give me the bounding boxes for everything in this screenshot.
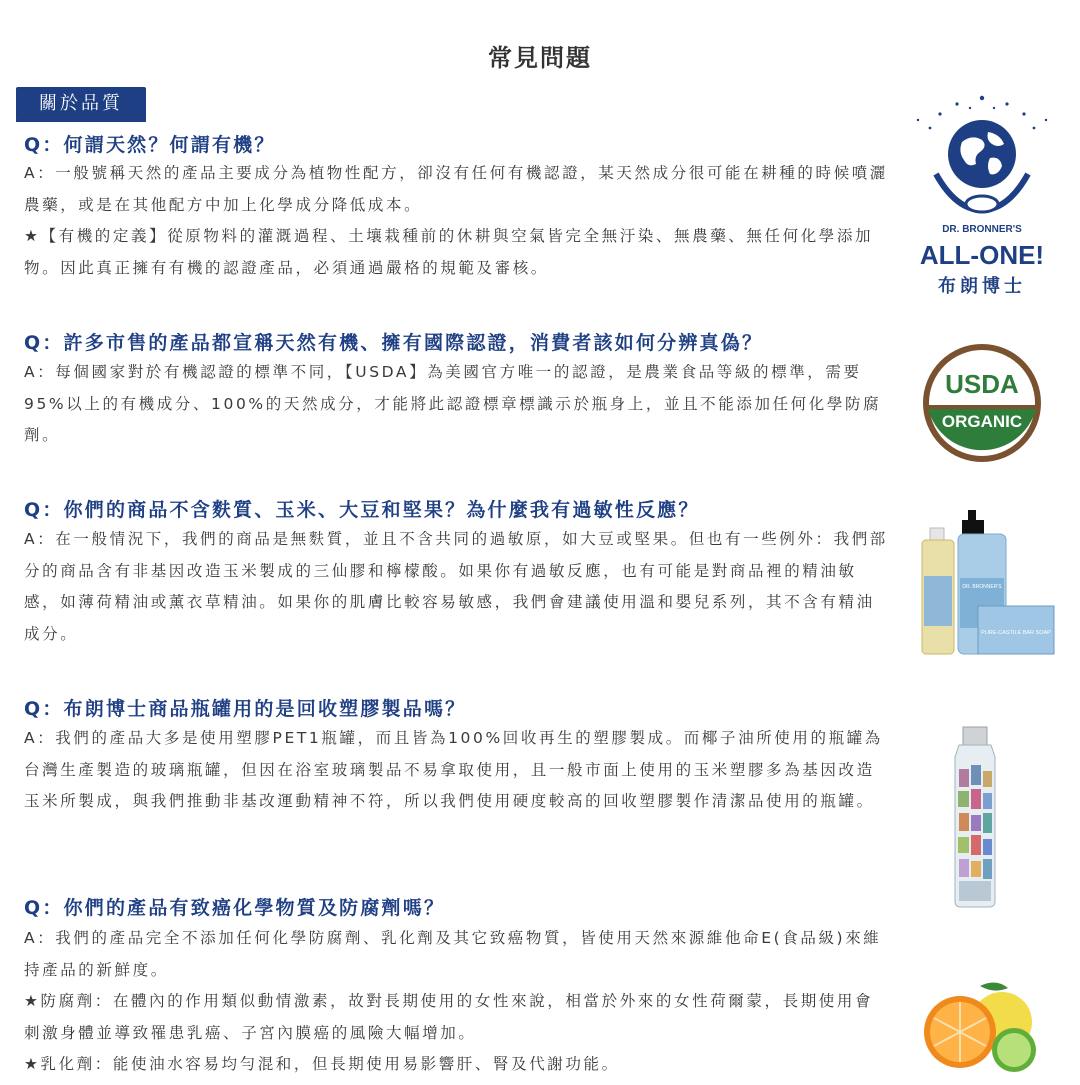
- faq-question-allergy: Q：你們的商品不含麩質、玉米、大豆和堅果？為什麼我有過敏性反應？: [24, 499, 700, 521]
- answer-paragraph: A：每個國家對於有機認證的標準不同，【USDA】為美國官方唯一的認證，是農業食品等級的標準，需要95%以上的有機成分、100%的天然成分，才能將此認證標章標識示於瓶身上，並且不能添加任何化學防腐劑。: [24, 363, 882, 444]
- citrus-fruit-image: [920, 980, 1040, 1075]
- faq-question-carcinogens: Q：你們的產品有致癌化學物質及防腐劑嗎？: [24, 897, 446, 919]
- usda-top-text: USDA: [945, 369, 1019, 399]
- recycled-bottle-image: [945, 725, 1005, 910]
- answer-paragraph: ★防腐劑：在體內的作用類似動情激素，故對長期使用的女性來說，相當於外來的女性荷爾蒙，長期使用會刺激身體並導致罹患乳癌、子宮內膜癌的風險大幅增加。: [24, 992, 874, 1042]
- faq-answer-allergy: [24, 524, 890, 650]
- usda-organic-seal: [922, 343, 1042, 463]
- brand-top-text: DR. BRONNER'S: [942, 224, 1022, 235]
- answer-paragraph: A：我們的產品大多是使用塑膠PET1瓶罐，而且皆為100%回收再生的塑膠製成。而椰子油所使用的瓶罐為台灣生產製造的玻璃瓶罐，但因在浴室玻璃製品不易拿取使用，且一般市面上使用的玉米塑膠多為基因改造玉米所製成，與我們推動非基改運動精神不符，所以我們使用硬度較高的回收塑膠製作清潔品使用的瓶罐。: [24, 729, 883, 810]
- usda-seal-icon: [922, 343, 1042, 463]
- answer-paragraph: A：一般號稱天然的產品主要成分為植物性配方，卻沒有任何有機認證，某天然成分很可能在耕種的時候噴灑農藥，或是在其他配方中加上化學成分降低成本。: [24, 164, 888, 214]
- answer-paragraph: A：我們的產品完全不添加任何化學防腐劑、乳化劑及其它致癌物質，皆使用天然來源維他命E(食品級)來維持產品的新鮮度。: [24, 929, 882, 979]
- answer-paragraph: ★【有機的定義】從原物料的灌溉過程、土壤栽種前的休耕與空氣皆完全無汙染、無農藥、無任何化學添加物。因此真正擁有有機的認證產品，必須通過嚴格的規範及審核。: [24, 227, 874, 277]
- brand-sub-text: 布朗博士: [938, 276, 1026, 297]
- bottle-label-text: DR. BRONNER'S: [962, 584, 1002, 590]
- section-tab-quality[interactable]: 關於品質: [16, 87, 146, 121]
- section-tab-underline: [16, 120, 146, 122]
- faq-answer-certification: [24, 357, 890, 452]
- faq-question-recycled-bottles: Q：布朗博士商品瓶罐用的是回收塑膠製品嗎？: [24, 698, 467, 720]
- faq-answer-recycled-bottles: [24, 723, 890, 818]
- bar-soap-label-text: PURE-CASTILE BAR SOAP: [981, 630, 1051, 636]
- faq-answer-natural-organic: [24, 158, 890, 284]
- brand-main-text: ALL-ONE!: [919, 240, 1045, 270]
- baby-product-set-image: [918, 508, 1058, 658]
- page-title: 常見問題: [488, 44, 592, 72]
- answer-paragraph: A：在一般情況下，我們的商品是無麩質，並且不含共同的過敏原，如大豆或堅果。但也有一些例外：我們部分的商品含有非基因改造玉米製成的三仙膠和檸檬酸。如果你有過敏反應，也有可能是對商品裡的精油敏感，如薄荷精油或薰衣草精油。如果你的肌膚比較容易敏感，我們會建議使用溫和嬰兒系列，其不含有精油成分。: [24, 530, 888, 643]
- faq-answer-carcinogens: [24, 923, 890, 1081]
- faq-question-certification: Q：許多市售的產品都宣稱天然有機、擁有國際認證，消費者該如何分辨真偽？: [24, 332, 764, 354]
- globe-hands-icon: [912, 92, 1052, 302]
- usda-bottom-text: ORGANIC: [941, 412, 1023, 431]
- faq-question-natural-organic: Q：何謂天然？何謂有機？: [24, 134, 276, 156]
- answer-paragraph: ★乳化劑：能使油水容易均勻混和，但長期使用易影響肝、腎及代謝功能。: [24, 1055, 620, 1073]
- dr-bronners-logo: [912, 92, 1052, 302]
